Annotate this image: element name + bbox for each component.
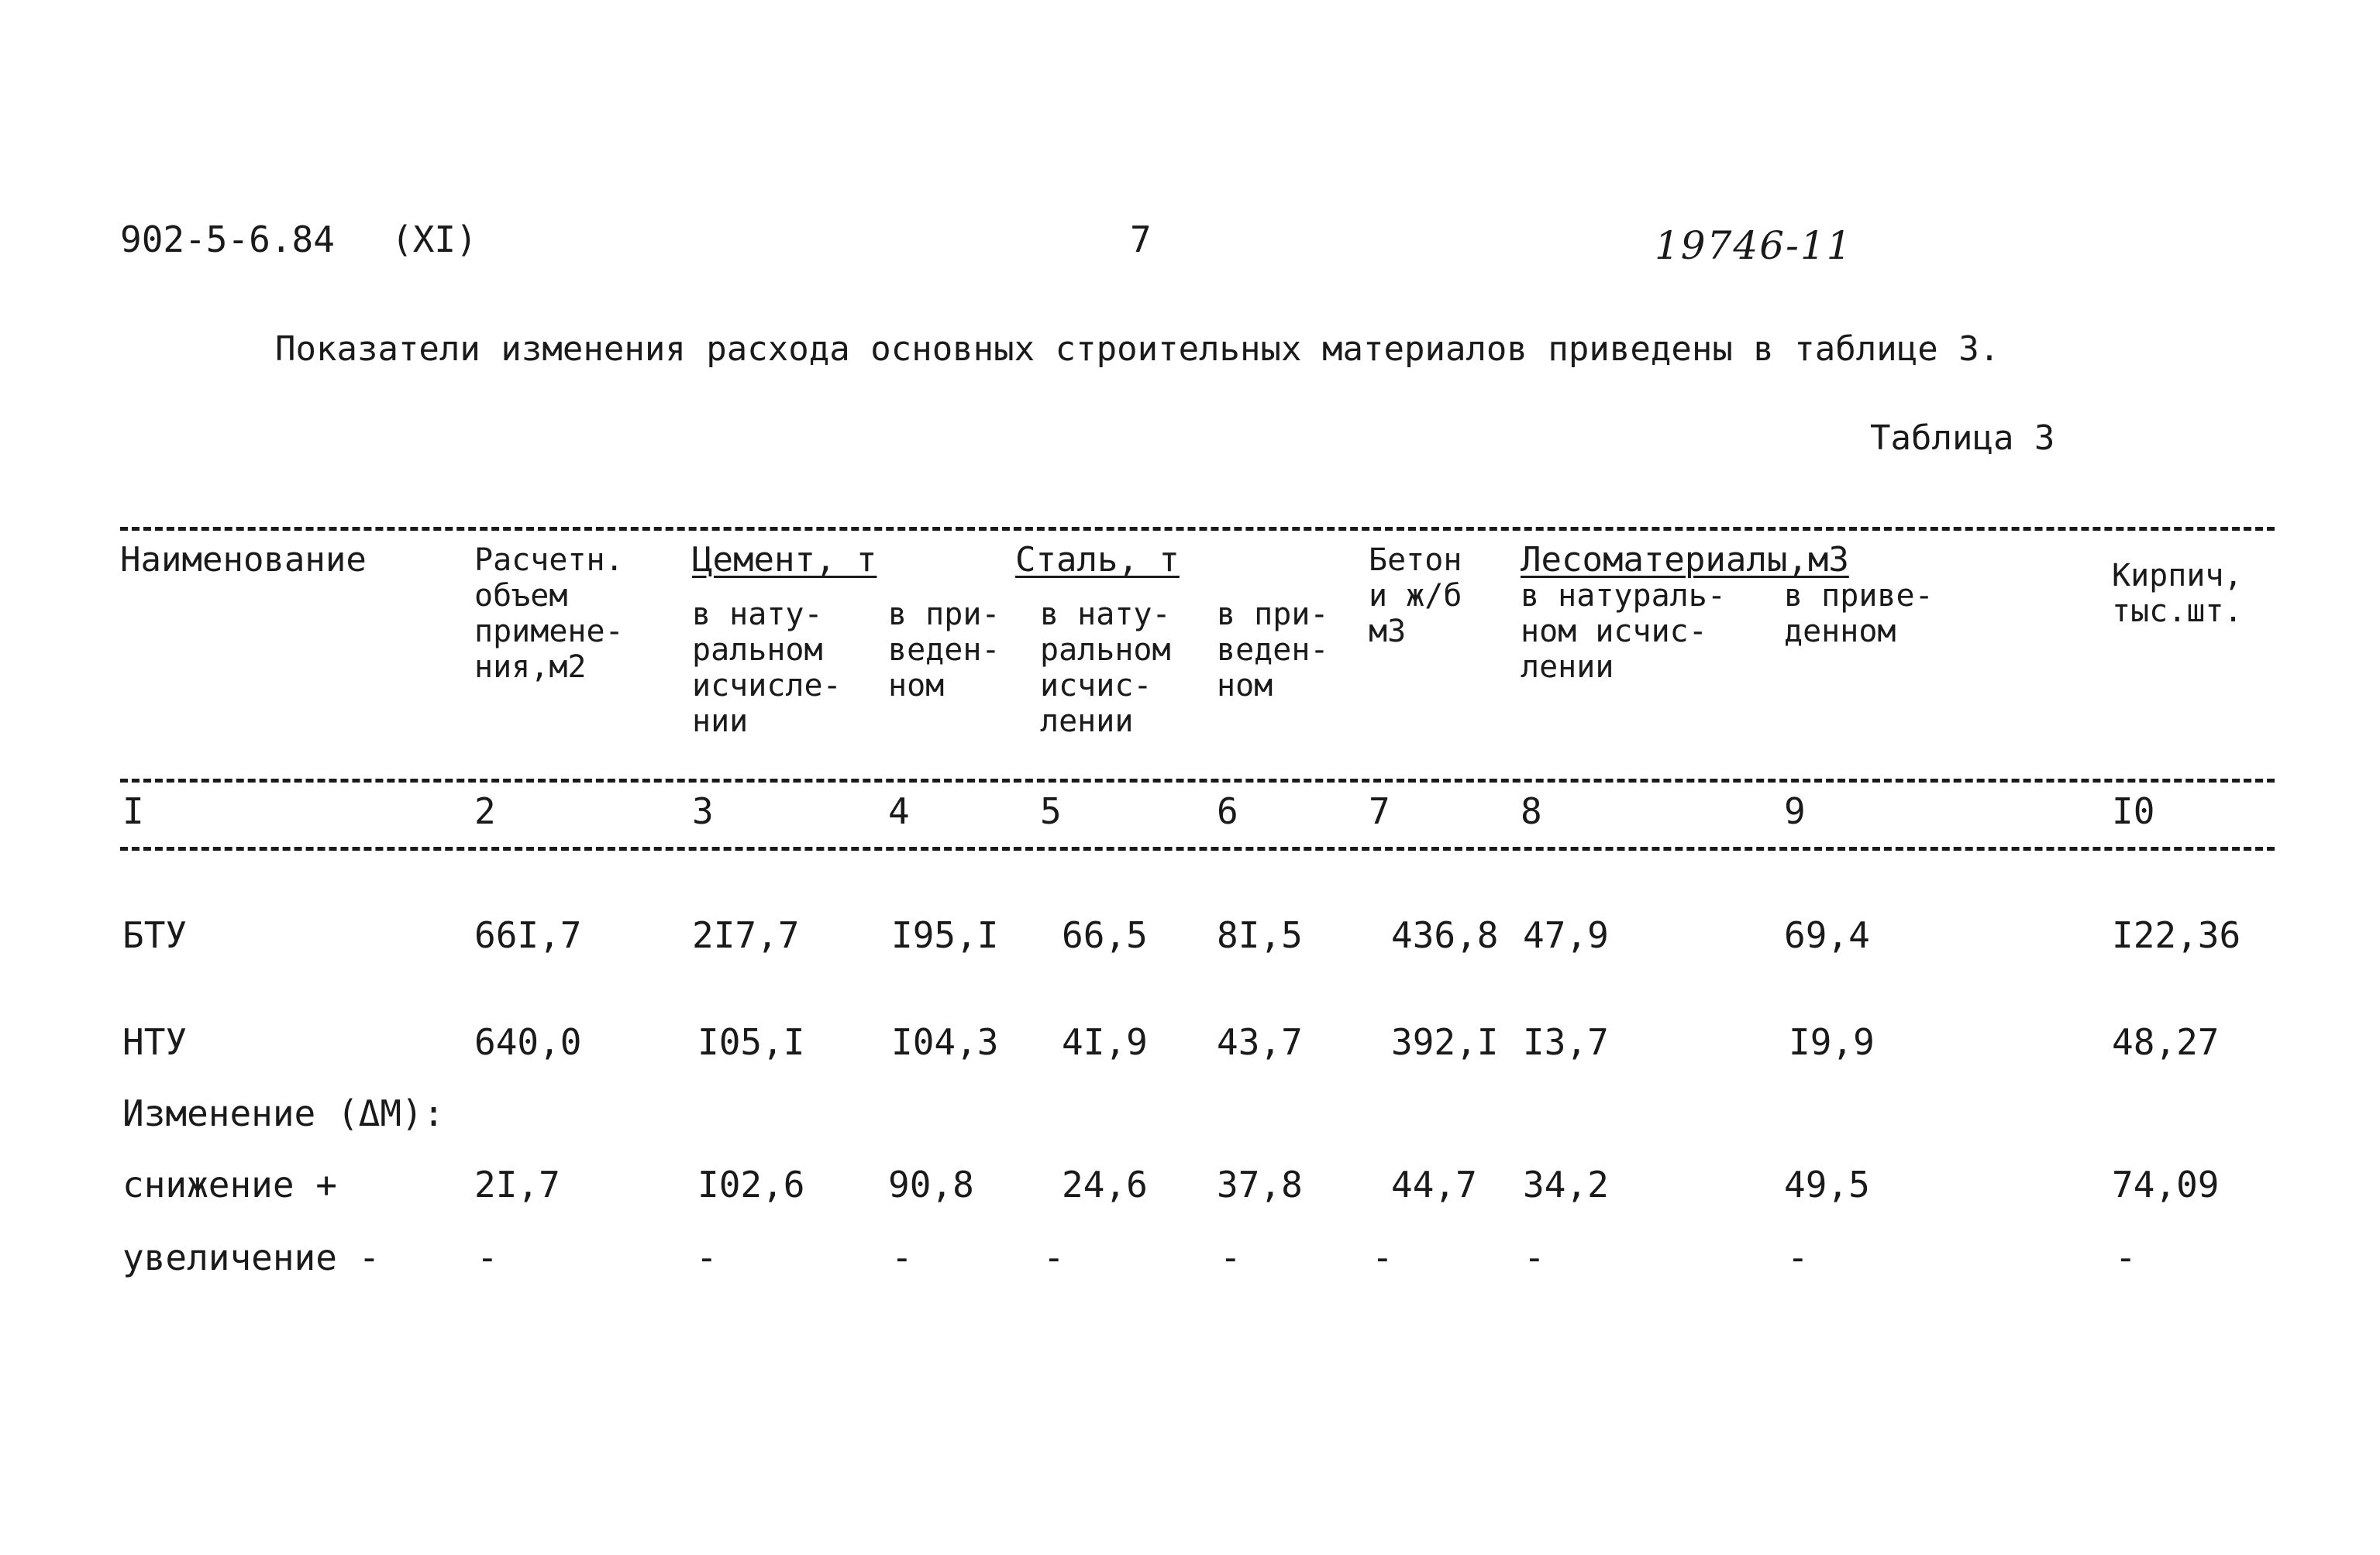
column-number: 5	[1040, 790, 1062, 832]
doc-code: 902-5-6.84	[120, 218, 335, 260]
handwritten-stamp: 19746-11	[1655, 223, 1853, 268]
column-number: 2	[474, 790, 496, 832]
column-number: I0	[2112, 790, 2155, 832]
table-cell: 66,5	[1062, 914, 1148, 956]
header-name: Наименование	[120, 540, 367, 580]
header-concrete: Бетон и ж/б м3	[1369, 542, 1462, 649]
table-cell: I3,7	[1523, 1021, 1609, 1063]
column-number: I	[122, 790, 144, 832]
table-cell: -	[2115, 1237, 2137, 1278]
header-volume: Расчетн. объем примене- ния,м2	[474, 542, 624, 685]
table-cell: 49,5	[1784, 1164, 1870, 1206]
table-cell: 8I,5	[1217, 914, 1303, 956]
table-cell: -	[1372, 1237, 1393, 1278]
table-cell: I22,36	[2112, 914, 2241, 956]
table-cell: -	[477, 1237, 498, 1278]
page-number: 7	[1130, 218, 1152, 260]
row-label: увеличение -	[122, 1237, 381, 1278]
table-cell: 48,27	[2112, 1021, 2220, 1063]
table-cell: 392,I	[1391, 1021, 1499, 1063]
table-cell: 24,6	[1062, 1164, 1148, 1206]
table-cell: 34,2	[1523, 1164, 1609, 1206]
table-cell: 44,7	[1391, 1164, 1477, 1206]
header-steel-reduced: в при- веден- ном	[1217, 597, 1329, 704]
table-rule-header-bottom	[120, 779, 2275, 783]
table-cell: 2I7,7	[692, 914, 800, 956]
table-cell: -	[1043, 1237, 1065, 1278]
table-caption: Таблица 3	[1870, 418, 2055, 458]
table-cell: 37,8	[1217, 1164, 1303, 1206]
row-label: БТУ	[122, 914, 188, 956]
row-label: снижение +	[122, 1164, 337, 1206]
table-cell: 90,8	[888, 1164, 974, 1206]
table-cell: I9,9	[1789, 1021, 1875, 1063]
header-timber-natural: в натураль- ном исчис- лении	[1521, 578, 1726, 685]
header-steel-natural: в нату- ральном исчис- лении	[1040, 597, 1171, 739]
column-number: 7	[1369, 790, 1390, 832]
table-cell: I95,I	[891, 914, 999, 956]
table-rule-numbers-bottom	[120, 847, 2275, 851]
header-cement-natural: в нату- ральном исчисле- нии	[692, 597, 842, 739]
table-cell: -	[1787, 1237, 1809, 1278]
column-number: 4	[888, 790, 910, 832]
header-brick: Кирпич, тыс.шт.	[2112, 558, 2243, 629]
table-cell: I05,I	[697, 1021, 805, 1063]
table-cell: 47,9	[1523, 914, 1609, 956]
intro-text: Показатели изменения расхода основных строительных материалов приведены в таблице 3.	[275, 329, 2000, 369]
table-cell: -	[891, 1237, 913, 1278]
table-cell: -	[1524, 1237, 1545, 1278]
column-number: 9	[1784, 790, 1806, 832]
column-number: 6	[1217, 790, 1238, 832]
table-cell: I02,6	[697, 1164, 805, 1206]
table-cell: 43,7	[1217, 1021, 1303, 1063]
header-timber-reduced: в приве- денном	[1784, 578, 1934, 649]
header-timber-group: Лесоматериалы,м3	[1521, 540, 1849, 580]
table-cell: -	[1220, 1237, 1242, 1278]
table-cell: 74,09	[2112, 1164, 2220, 1206]
header-cement-reduced: в при- веден- ном	[888, 597, 1001, 704]
row-label: Изменение (ΔМ):	[122, 1092, 445, 1134]
table-cell: I04,3	[891, 1021, 999, 1063]
table-cell: 4I,9	[1062, 1021, 1148, 1063]
table-cell: 2I,7	[474, 1164, 560, 1206]
column-number: 8	[1521, 790, 1542, 832]
row-label: НТУ	[122, 1021, 188, 1063]
table-cell: 640,0	[474, 1021, 582, 1063]
header-cement-group: Цемент, т	[692, 540, 877, 580]
column-number: 3	[692, 790, 714, 832]
table-cell: 436,8	[1391, 914, 1499, 956]
table-cell: -	[696, 1237, 718, 1278]
header-steel-group: Сталь, т	[1015, 540, 1180, 580]
table-cell: 69,4	[1784, 914, 1870, 956]
table-cell: 66I,7	[474, 914, 582, 956]
doc-section: (XI)	[391, 218, 477, 260]
table-rule-top	[120, 527, 2275, 531]
